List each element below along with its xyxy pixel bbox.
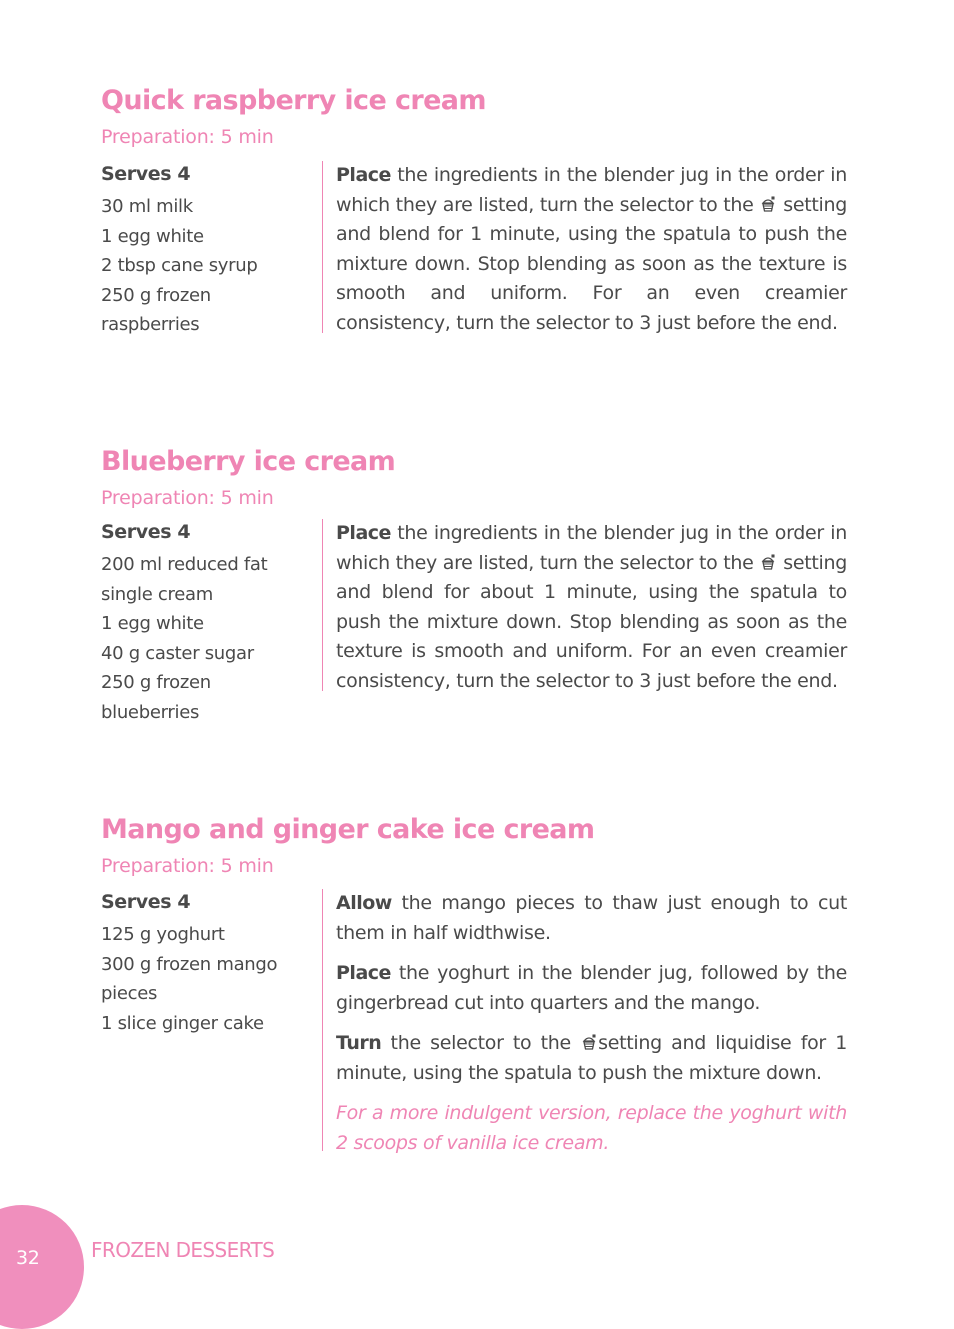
preparation-time: Preparation: 5 min — [101, 126, 274, 148]
method-text: setting and blend for about 1 minute, using the spatula to push the mixture down. Stop blending as soon as the texture is smooth and uniform. For an even creamier consistency, turn the selector to 3 just before the end. — [336, 551, 847, 692]
method-text: the selector to the — [381, 1032, 581, 1054]
ingredient-item: 1 slice ginger cake — [101, 1012, 264, 1034]
ingredient-item: 1 egg white — [101, 225, 204, 247]
ingredient-item: 300 g frozen mango pieces — [101, 953, 278, 1004]
method-panel — [336, 889, 847, 1158]
section-title: FROZEN DESSERTS — [91, 1238, 275, 1262]
serves-label: Serves 4 — [101, 891, 191, 913]
method-panel — [336, 519, 847, 696]
ice-cream-setting-icon — [759, 551, 777, 569]
method-lead-word: Place — [336, 164, 391, 186]
page-number: 32 — [16, 1247, 40, 1269]
ice-cream-setting-icon — [580, 1031, 598, 1049]
ingredient-item: 30 ml milk — [101, 196, 193, 217]
ingredient-item: 250 g frozen raspberries — [101, 284, 211, 335]
method-text: setting and liquidise for 1 minute, using the spatula to push the mixture down. — [336, 1032, 847, 1084]
method-text: setting and blend for 1 minute, using the spatula to push the mixture down. Stop blending as soon as the texture is smooth and uniform. For an even creamier consistency, turn the selector to 3 just before the end. — [336, 193, 847, 334]
ingredients-panel — [101, 889, 311, 1038]
recipe-title: Quick raspberry ice cream — [101, 85, 486, 116]
ingredients-panel — [101, 161, 311, 340]
ingredient-item: 40 g caster sugar — [101, 642, 254, 664]
serves-label: Serves 4 — [101, 521, 191, 543]
page-number-badge — [0, 1205, 84, 1329]
method-text: the mango pieces to thaw just enough to cut them in half widthwise. — [336, 892, 847, 944]
method-panel — [336, 161, 847, 338]
method-text: the ingredients in the blender jug in the order in which they are listed, turn the selector to the — [336, 522, 847, 574]
column-divider — [322, 161, 323, 333]
preparation-time: Preparation: 5 min — [101, 487, 274, 509]
method-paragraph — [336, 1029, 847, 1088]
serves-label: Serves 4 — [101, 163, 191, 185]
method-paragraph — [336, 519, 847, 696]
column-divider — [322, 519, 323, 691]
ice-cream-setting-icon — [759, 193, 777, 211]
recipe-mango-ginger — [101, 813, 847, 1154]
method-paragraph — [336, 889, 847, 948]
ingredient-item: 125 g yoghurt — [101, 924, 225, 945]
method-text: the yoghurt in the blender jug, followed by the gingerbread cut into quarters and the mango. — [336, 962, 847, 1014]
ingredient-item: 200 ml reduced fat single cream — [101, 554, 268, 605]
ingredient-list — [101, 920, 311, 1038]
ingredient-item: 250 g frozen blueberries — [101, 672, 211, 723]
recipe-title: Blueberry ice cream — [101, 446, 396, 477]
recipe-blueberry — [101, 445, 847, 723]
method-text: the ingredients in the blender jug in the order in which they are listed, turn the selector to the — [336, 164, 847, 216]
method-paragraph — [336, 959, 847, 1018]
method-lead-word: Turn — [336, 1032, 382, 1054]
recipe-title: Mango and ginger cake ice cream — [101, 814, 595, 845]
ingredient-item: 2 tbsp cane syrup — [101, 255, 258, 276]
method-paragraph — [336, 161, 847, 338]
ingredient-list — [101, 550, 311, 727]
ingredient-list — [101, 192, 311, 340]
method-lead-word: Place — [336, 962, 391, 984]
variation-note: For a more indulgent version, replace the yoghurt with 2 scoops of vanilla ice cream. — [336, 1102, 847, 1154]
method-lead-word: Place — [336, 522, 391, 544]
ingredients-panel — [101, 519, 311, 727]
preparation-time: Preparation: 5 min — [101, 855, 274, 877]
recipe-quick-raspberry — [101, 84, 847, 335]
method-lead-word: Allow — [336, 892, 392, 914]
column-divider — [322, 889, 323, 1151]
ingredient-item: 1 egg white — [101, 613, 204, 634]
